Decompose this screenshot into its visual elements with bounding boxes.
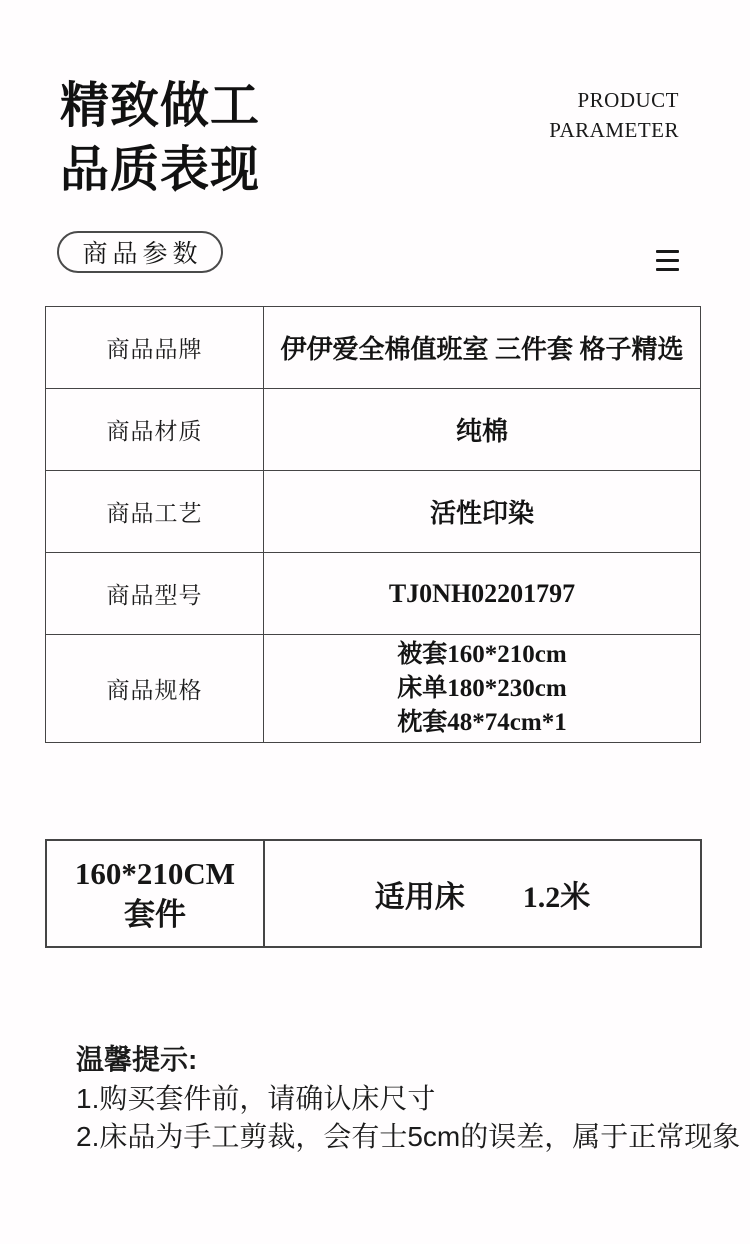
spec-size-lines: [397, 638, 566, 740]
page-subtitle: [549, 85, 679, 145]
size-table-value-cell: [264, 840, 701, 947]
spec-value-brand: 伊伊爱全棉值班室 三件套 格子精选: [264, 307, 701, 389]
spec-value-material: 纯棉: [264, 389, 701, 471]
note-item-1: 1.购买套件前，请确认床尺寸: [76, 1083, 436, 1114]
hamburger-bar: [656, 250, 679, 253]
table-row: [46, 307, 701, 389]
spec-label-material: 商品材质: [46, 389, 264, 471]
spec-size-line-pillow: 枕套48*74cm*1: [397, 708, 567, 736]
table-row: [46, 635, 701, 743]
page-subtitle-line2: PARAMETER: [549, 118, 679, 142]
spec-value-size: [264, 635, 701, 743]
size-value: [265, 872, 700, 916]
page-title: [60, 74, 260, 202]
page-title-line1: 精致做工: [60, 78, 261, 133]
hamburger-bar: [656, 259, 679, 262]
size-label-line1: 160*210CM: [74, 855, 236, 891]
spec-label-size: 商品规格: [46, 635, 264, 743]
table-row: [46, 553, 701, 635]
note-item-2: 2.床品为手工剪裁，会有士5cm的误差，属于正常现象: [76, 1121, 741, 1152]
table-row: [46, 840, 701, 947]
hamburger-bar: [656, 268, 679, 271]
page-title-line2: 品质表现: [60, 142, 261, 197]
table-row: [46, 471, 701, 553]
size-value-fit-label: 适用床: [374, 880, 465, 914]
spec-table: [45, 306, 701, 743]
size-table-label-cell: [46, 840, 264, 947]
spec-value-model: TJ0NH02201797: [264, 553, 701, 635]
spec-value-craft: 活性印染: [264, 471, 701, 553]
page-subtitle-line1: PRODUCT: [577, 88, 679, 112]
spec-label-model: 商品型号: [46, 553, 264, 635]
size-table: [45, 839, 702, 948]
notes-section: [76, 1040, 740, 1156]
size-label: [47, 853, 263, 935]
spec-label-brand: 商品品牌: [46, 307, 264, 389]
spec-size-line-duvet: 被套160*210cm: [397, 640, 567, 668]
size-label-line2: 套件: [124, 896, 186, 932]
notes-title: 温馨提示:: [76, 1044, 198, 1075]
section-badge: [57, 231, 223, 273]
section-badge-label: 商品参数: [82, 241, 203, 268]
spec-size-line-sheet: 床单180*230cm: [397, 674, 567, 702]
table-row: [46, 389, 701, 471]
size-value-bed-width: 1.2米: [522, 880, 591, 914]
hamburger-menu-icon[interactable]: [656, 250, 679, 271]
spec-label-craft: 商品工艺: [46, 471, 264, 553]
